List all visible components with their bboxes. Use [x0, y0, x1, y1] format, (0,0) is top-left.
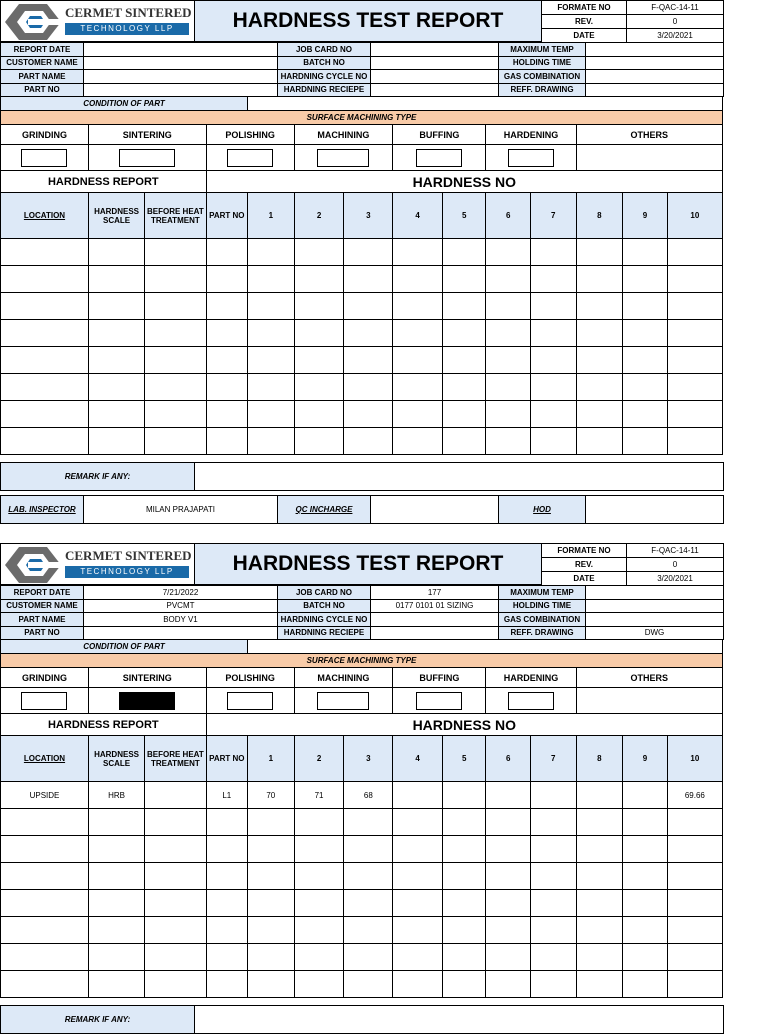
- table-cell[interactable]: [576, 809, 623, 836]
- table-cell[interactable]: [248, 293, 295, 320]
- table-cell[interactable]: [145, 836, 206, 863]
- table-cell[interactable]: [206, 428, 247, 455]
- table-cell[interactable]: [294, 239, 344, 266]
- table-cell[interactable]: [1, 836, 89, 863]
- table-cell[interactable]: [486, 971, 531, 998]
- table-cell[interactable]: [248, 401, 295, 428]
- table-cell[interactable]: [576, 917, 623, 944]
- table-cell[interactable]: [667, 890, 722, 917]
- grinding-checkbox[interactable]: [21, 149, 67, 167]
- hardening-checkbox[interactable]: [508, 692, 554, 710]
- table-cell[interactable]: [443, 239, 486, 266]
- table-cell[interactable]: [443, 428, 486, 455]
- table-cell[interactable]: [576, 971, 623, 998]
- table-cell[interactable]: [145, 320, 206, 347]
- table-cell[interactable]: [248, 239, 295, 266]
- machining-checkbox[interactable]: [317, 149, 369, 167]
- table-cell[interactable]: [486, 347, 531, 374]
- grinding-checkbox[interactable]: [21, 692, 67, 710]
- table-cell[interactable]: [344, 809, 393, 836]
- table-row: [1, 944, 723, 971]
- table-cell[interactable]: [344, 917, 393, 944]
- info-table: REPORT DATE JOB CARD NO MAXIMUM TEMP CUSTOMER NAME BATCH NO HOLDING TIME PART NAME HARDNING CYCLE NO GAS COMBINATION PART NO HARDNING RECIEPE REFF. DRAWING: [0, 42, 724, 97]
- table-cell[interactable]: [623, 890, 668, 917]
- company-sub: TECHNOLOGY LLP: [65, 566, 189, 578]
- table-cell[interactable]: [248, 347, 295, 374]
- table-cell[interactable]: [1, 239, 89, 266]
- table-row: [1, 836, 723, 863]
- info-table-2: REPORT DATE 7/21/2022 JOB CARD NO 177 MAXIMUM TEMP CUSTOMER NAME PVCMT BATCH NO 0177 0101 01 SIZING HOLDING TIME PART NAME BODY V1 HARDNING CYCLE NO GAS COMBINATION PART NO HARDNING RECIEPE REFF. DRAWING DWG: [0, 585, 724, 640]
- table-cell[interactable]: [576, 293, 623, 320]
- table-cell[interactable]: [248, 890, 295, 917]
- table-cell[interactable]: [294, 944, 344, 971]
- table-row: [1, 320, 723, 347]
- table-cell[interactable]: [486, 836, 531, 863]
- table-cell[interactable]: [623, 320, 668, 347]
- table-cell[interactable]: [530, 266, 576, 293]
- table-cell[interactable]: [88, 863, 144, 890]
- table-cell[interactable]: [623, 809, 668, 836]
- table-cell[interactable]: [294, 836, 344, 863]
- table-cell[interactable]: [1, 374, 89, 401]
- machining-checkbox[interactable]: [317, 692, 369, 710]
- table-row: [1, 971, 723, 998]
- table-cell[interactable]: [88, 293, 144, 320]
- table-cell[interactable]: [344, 401, 393, 428]
- table-cell[interactable]: [1, 347, 89, 374]
- table-cell[interactable]: [486, 239, 531, 266]
- remark-field[interactable]: [195, 1006, 724, 1034]
- table-cell[interactable]: [623, 428, 668, 455]
- table-cell[interactable]: [530, 428, 576, 455]
- logo-mark-icon: [3, 2, 63, 42]
- report1-data-rows: [1, 239, 723, 455]
- table-cell[interactable]: [667, 944, 722, 971]
- table-cell[interactable]: [294, 401, 344, 428]
- table-row: [1, 266, 723, 293]
- remark-field[interactable]: [195, 463, 724, 491]
- table-cell[interactable]: [248, 944, 295, 971]
- report2-data-rows: [1, 809, 723, 998]
- table-cell[interactable]: [576, 863, 623, 890]
- signature-section: LAB. INSPECTOR MILAN PRAJAPATI QC INCHARGE HOD: [0, 495, 724, 524]
- table-cell[interactable]: [344, 971, 393, 998]
- form-meta-2: FORMATE NO F-QAC-14-11 REV. 0 DATE 3/20/2021: [541, 543, 724, 586]
- table-cell[interactable]: [486, 266, 531, 293]
- condition-section: CONDITION OF PART SURFACE MACHINING TYPE GRINDING SINTERING POLISHING MACHINING BUFFING HARDENING OTHERS HARDNESS REPORT HARDNESS NO LOCATION HARDNESS SCALE BEFORE HEAT TREATMENT PART NO 1 2 3 4 5 6 7 8 9 10: [0, 96, 723, 455]
- table-cell[interactable]: [530, 374, 576, 401]
- table-cell[interactable]: [248, 809, 295, 836]
- table-cell[interactable]: [393, 347, 443, 374]
- table-cell[interactable]: [145, 401, 206, 428]
- table-cell[interactable]: [88, 266, 144, 293]
- table-cell[interactable]: [206, 293, 247, 320]
- table-cell[interactable]: [206, 401, 247, 428]
- table-cell[interactable]: [248, 917, 295, 944]
- table-cell[interactable]: [623, 836, 668, 863]
- table-cell[interactable]: [145, 863, 206, 890]
- table-cell[interactable]: [393, 944, 443, 971]
- table-cell[interactable]: [344, 266, 393, 293]
- table-cell[interactable]: [88, 944, 144, 971]
- table-cell[interactable]: [344, 374, 393, 401]
- table-cell[interactable]: [393, 863, 443, 890]
- table-cell[interactable]: [530, 890, 576, 917]
- table-cell[interactable]: [145, 266, 206, 293]
- company-logo-2: [0, 543, 195, 585]
- table-cell[interactable]: [667, 374, 722, 401]
- table-cell[interactable]: [623, 374, 668, 401]
- table-cell[interactable]: [486, 809, 531, 836]
- table-cell[interactable]: [443, 809, 486, 836]
- table-cell[interactable]: [576, 239, 623, 266]
- table-cell[interactable]: [294, 971, 344, 998]
- condition-section-2: CONDITION OF PART SURFACE MACHINING TYPE GRINDING SINTERING POLISHING MACHINING BUFFING HARDENING OTHERS HARDNESS REPORT HARDNESS NO LOCATION HARDNESS SCALE BEFORE HEAT TREATMENT PART NO 1 2 3 4 5 6 7 8 9 10 UPSIDE HRB L1 70 71 68 69.66: [0, 639, 723, 998]
- table-cell[interactable]: [294, 347, 344, 374]
- table-cell[interactable]: [248, 971, 295, 998]
- table-cell[interactable]: [1, 917, 89, 944]
- table-cell[interactable]: [1, 320, 89, 347]
- table-cell[interactable]: [344, 347, 393, 374]
- table-cell[interactable]: [486, 401, 531, 428]
- table-cell[interactable]: [443, 293, 486, 320]
- table-cell[interactable]: [576, 266, 623, 293]
- table-cell[interactable]: [248, 836, 295, 863]
- table-row: [1, 917, 723, 944]
- table-row: [1, 293, 723, 320]
- company-name: CERMET SINTERED: [65, 548, 192, 563]
- table-cell[interactable]: [294, 890, 344, 917]
- table-cell[interactable]: [530, 320, 576, 347]
- table-cell[interactable]: [530, 401, 576, 428]
- table-cell[interactable]: [576, 890, 623, 917]
- report-title: HARDNESS TEST REPORT: [194, 0, 542, 42]
- table-cell[interactable]: [344, 890, 393, 917]
- table-cell[interactable]: [294, 863, 344, 890]
- table-cell[interactable]: [294, 917, 344, 944]
- table-row: [1, 239, 723, 266]
- hardening-checkbox[interactable]: [508, 149, 554, 167]
- table-cell[interactable]: [623, 239, 668, 266]
- table-cell[interactable]: [393, 401, 443, 428]
- table-cell[interactable]: [145, 971, 206, 998]
- table-cell[interactable]: [344, 428, 393, 455]
- table-cell[interactable]: [667, 863, 722, 890]
- table-cell[interactable]: [1, 401, 89, 428]
- table-cell[interactable]: [145, 239, 206, 266]
- table-cell[interactable]: [667, 836, 722, 863]
- table-cell[interactable]: [1, 890, 89, 917]
- table-cell[interactable]: [393, 239, 443, 266]
- table-cell[interactable]: [576, 836, 623, 863]
- table-cell[interactable]: [294, 320, 344, 347]
- table-cell[interactable]: [667, 809, 722, 836]
- table-cell[interactable]: [88, 890, 144, 917]
- table-cell[interactable]: [393, 971, 443, 998]
- table-cell[interactable]: [667, 239, 722, 266]
- table-cell[interactable]: [443, 320, 486, 347]
- table-cell[interactable]: [667, 320, 722, 347]
- table-cell[interactable]: [88, 239, 144, 266]
- table-cell[interactable]: [667, 971, 722, 998]
- form-meta: FORMATE NO F-QAC-14-11 REV. 0 DATE 3/20/2021: [541, 0, 724, 43]
- table-cell[interactable]: [623, 917, 668, 944]
- table-cell[interactable]: [530, 836, 576, 863]
- buffing-checkbox[interactable]: [416, 692, 462, 710]
- table-cell[interactable]: [486, 320, 531, 347]
- table-row: [1, 428, 723, 455]
- table-cell[interactable]: [623, 971, 668, 998]
- table-cell[interactable]: [667, 266, 722, 293]
- table-cell[interactable]: [206, 809, 247, 836]
- table-cell[interactable]: [294, 428, 344, 455]
- table-cell[interactable]: [393, 836, 443, 863]
- table-cell[interactable]: [88, 401, 144, 428]
- table-cell[interactable]: [206, 863, 247, 890]
- table-cell[interactable]: [486, 890, 531, 917]
- table-cell[interactable]: [530, 971, 576, 998]
- table-cell[interactable]: [623, 293, 668, 320]
- table-cell[interactable]: [486, 428, 531, 455]
- table-cell[interactable]: [443, 917, 486, 944]
- table-cell[interactable]: [623, 347, 668, 374]
- table-cell[interactable]: [530, 944, 576, 971]
- table-cell[interactable]: [1, 863, 89, 890]
- table-cell[interactable]: [145, 428, 206, 455]
- table-cell[interactable]: [145, 944, 206, 971]
- table-cell[interactable]: [344, 320, 393, 347]
- table-cell[interactable]: [486, 863, 531, 890]
- table-cell[interactable]: [486, 374, 531, 401]
- table-cell[interactable]: [294, 266, 344, 293]
- table-cell[interactable]: [443, 971, 486, 998]
- table-cell[interactable]: [1, 428, 89, 455]
- table-cell[interactable]: [248, 320, 295, 347]
- table-cell[interactable]: [206, 320, 247, 347]
- table-cell[interactable]: [88, 917, 144, 944]
- table-cell[interactable]: [344, 836, 393, 863]
- table-cell[interactable]: [1, 809, 89, 836]
- table-row: [1, 863, 723, 890]
- table-cell[interactable]: [623, 266, 668, 293]
- table-cell[interactable]: [206, 836, 247, 863]
- table-cell[interactable]: [486, 944, 531, 971]
- table-cell[interactable]: [667, 428, 722, 455]
- table-cell[interactable]: [206, 890, 247, 917]
- table-cell[interactable]: [88, 320, 144, 347]
- table-cell[interactable]: [576, 320, 623, 347]
- table-cell[interactable]: [294, 374, 344, 401]
- table-cell[interactable]: [623, 944, 668, 971]
- table-cell[interactable]: [344, 293, 393, 320]
- table-cell[interactable]: [206, 917, 247, 944]
- table-cell[interactable]: [206, 347, 247, 374]
- table-cell[interactable]: [145, 917, 206, 944]
- table-cell[interactable]: [206, 944, 247, 971]
- remark-section: REMARK IF ANY:: [0, 462, 724, 491]
- table-row: [1, 374, 723, 401]
- table-cell[interactable]: [248, 428, 295, 455]
- table-cell[interactable]: [393, 890, 443, 917]
- table-cell[interactable]: [530, 863, 576, 890]
- table-cell[interactable]: [623, 401, 668, 428]
- table-cell[interactable]: [88, 374, 144, 401]
- table-cell[interactable]: [443, 863, 486, 890]
- table-cell[interactable]: [206, 374, 247, 401]
- table-cell[interactable]: [623, 863, 668, 890]
- table-cell[interactable]: [88, 347, 144, 374]
- table-cell[interactable]: [530, 809, 576, 836]
- table-cell[interactable]: [145, 293, 206, 320]
- table-cell[interactable]: [206, 266, 247, 293]
- table-cell[interactable]: [1, 944, 89, 971]
- table-cell[interactable]: [1, 293, 89, 320]
- table-cell[interactable]: [393, 320, 443, 347]
- table-cell[interactable]: [667, 401, 722, 428]
- table-cell[interactable]: [294, 809, 344, 836]
- company-sub: TECHNOLOGY LLP: [65, 23, 189, 35]
- logo-mark-icon: [3, 545, 63, 585]
- table-cell[interactable]: [530, 347, 576, 374]
- table-cell[interactable]: [248, 863, 295, 890]
- table-cell[interactable]: [393, 293, 443, 320]
- table-cell[interactable]: [667, 347, 722, 374]
- table-cell[interactable]: [443, 347, 486, 374]
- table-cell[interactable]: [576, 944, 623, 971]
- table-cell[interactable]: [486, 917, 531, 944]
- table-cell[interactable]: [206, 239, 247, 266]
- table-cell[interactable]: [344, 863, 393, 890]
- table-cell[interactable]: [576, 401, 623, 428]
- table-cell[interactable]: [248, 374, 295, 401]
- table-row: [1, 401, 723, 428]
- table-cell[interactable]: [344, 239, 393, 266]
- polishing-checkbox[interactable]: [227, 692, 273, 710]
- table-row: UPSIDE HRB L1 70 71 68 69.66: [1, 782, 723, 809]
- table-cell[interactable]: [393, 809, 443, 836]
- sintering-checkbox-checked[interactable]: [119, 692, 175, 710]
- table-cell[interactable]: [88, 809, 144, 836]
- polishing-checkbox[interactable]: [227, 149, 273, 167]
- table-cell[interactable]: [1, 971, 89, 998]
- table-cell[interactable]: [443, 374, 486, 401]
- table-row: [1, 809, 723, 836]
- table-cell[interactable]: [88, 836, 144, 863]
- table-cell[interactable]: [294, 293, 344, 320]
- table-cell[interactable]: [576, 428, 623, 455]
- report-title-2: HARDNESS TEST REPORT: [194, 543, 542, 585]
- sintering-checkbox[interactable]: [119, 149, 175, 167]
- table-cell[interactable]: [486, 293, 531, 320]
- table-cell[interactable]: [530, 917, 576, 944]
- table-cell[interactable]: [393, 428, 443, 455]
- table-cell[interactable]: [145, 347, 206, 374]
- table-row: [1, 347, 723, 374]
- table-cell[interactable]: [206, 971, 247, 998]
- table-cell[interactable]: [530, 293, 576, 320]
- company-name: CERMET SINTERED: [65, 5, 192, 20]
- table-cell[interactable]: [576, 347, 623, 374]
- table-cell[interactable]: [88, 971, 144, 998]
- table-cell[interactable]: [576, 374, 623, 401]
- table-row: [1, 890, 723, 917]
- table-cell[interactable]: [88, 428, 144, 455]
- table-cell[interactable]: [248, 266, 295, 293]
- buffing-checkbox[interactable]: [416, 149, 462, 167]
- table-cell[interactable]: [443, 836, 486, 863]
- remark-section-2: REMARK IF ANY:: [0, 1005, 724, 1034]
- table-cell[interactable]: [667, 293, 722, 320]
- table-cell[interactable]: [145, 890, 206, 917]
- table-cell[interactable]: [393, 917, 443, 944]
- table-cell[interactable]: [145, 809, 206, 836]
- table-cell[interactable]: [1, 266, 89, 293]
- table-cell[interactable]: [443, 890, 486, 917]
- table-cell[interactable]: [443, 266, 486, 293]
- table-cell[interactable]: [530, 239, 576, 266]
- table-cell[interactable]: [393, 374, 443, 401]
- table-cell[interactable]: [145, 374, 206, 401]
- table-cell[interactable]: [443, 944, 486, 971]
- table-cell[interactable]: [667, 917, 722, 944]
- table-cell[interactable]: [393, 266, 443, 293]
- table-cell[interactable]: [344, 944, 393, 971]
- company-logo: [0, 0, 195, 42]
- table-cell[interactable]: [443, 401, 486, 428]
